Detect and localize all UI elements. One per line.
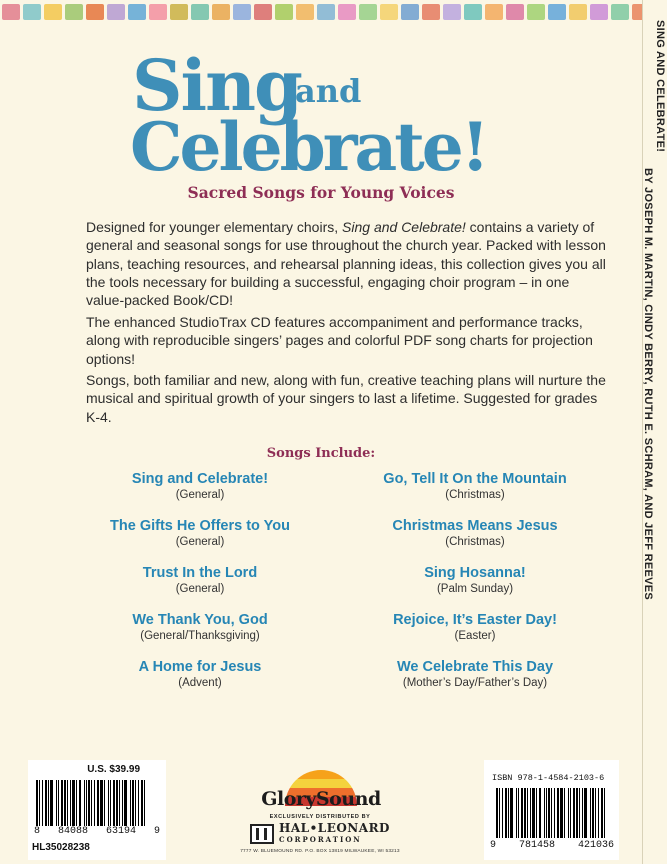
color-square bbox=[212, 4, 230, 20]
isbn-digits bbox=[488, 840, 616, 851]
color-square bbox=[317, 4, 335, 20]
barcode-bar bbox=[576, 788, 578, 838]
barcode-bar bbox=[527, 788, 528, 838]
barcode-bar bbox=[50, 780, 53, 826]
barcode-bar bbox=[48, 780, 49, 826]
song-title: We Celebrate This Day bbox=[396, 659, 554, 675]
barcode-bar bbox=[590, 788, 591, 838]
barcode-bar bbox=[76, 780, 77, 826]
song-title: Trust In the Lord bbox=[142, 565, 258, 581]
color-square bbox=[401, 4, 419, 20]
song-category: (Palm Sunday) bbox=[436, 583, 514, 595]
song-item bbox=[100, 470, 300, 517]
color-square bbox=[2, 4, 20, 20]
song-category: (General) bbox=[175, 489, 225, 501]
color-square bbox=[233, 4, 251, 20]
barcode-bar bbox=[130, 780, 131, 826]
color-square bbox=[65, 4, 83, 20]
barcode-bar bbox=[39, 780, 40, 826]
color-square bbox=[191, 4, 209, 20]
isbn-digit-start: 9 bbox=[490, 840, 497, 851]
spine-title: SING AND CELEBRATE! bbox=[654, 20, 666, 153]
song-category: (Easter) bbox=[454, 630, 496, 642]
song-item bbox=[100, 517, 300, 564]
barcode-bar bbox=[144, 780, 145, 826]
barcode-bar bbox=[598, 788, 599, 838]
song-item bbox=[100, 611, 300, 658]
p1-italic-title: Sing and Celebrate! bbox=[342, 219, 466, 235]
song-item bbox=[340, 658, 610, 705]
color-square bbox=[380, 4, 398, 20]
spine-text bbox=[642, 20, 666, 860]
barcode-bar bbox=[110, 780, 111, 826]
upc-digits bbox=[30, 826, 164, 837]
barcode-bar bbox=[104, 780, 105, 826]
upc-digit-start: 8 bbox=[34, 826, 41, 837]
barcode-bar bbox=[45, 780, 47, 826]
song-category: (General/Thanksgiving) bbox=[140, 630, 260, 642]
barcode-bar bbox=[502, 788, 503, 838]
song-title: Sing Hosanna! bbox=[424, 565, 526, 581]
color-square bbox=[296, 4, 314, 20]
corporation-label: CORPORATION bbox=[279, 835, 362, 844]
barcode-bar bbox=[551, 788, 552, 838]
barcode-bar bbox=[536, 788, 537, 838]
barcode-bar bbox=[113, 780, 115, 826]
barcode-bar bbox=[539, 788, 541, 838]
song-title: Sing and Celebrate! bbox=[131, 471, 269, 487]
p1-after: contains a variety of general and seasonal songs for use throughout the church year. Packed with lesson plans, teaching resources, and rehearsal planning ideas, this collection gives you all the tools necessary for building a successful, engaging choir program – in one value-packed Book/CD! bbox=[86, 219, 606, 309]
barcode-bar bbox=[530, 788, 531, 838]
upc-digit-end: 9 bbox=[153, 826, 160, 837]
p1-before: Designed for younger elementary choirs, bbox=[86, 219, 343, 235]
barcode-bar bbox=[100, 780, 103, 826]
barcode-bar bbox=[604, 788, 605, 838]
book-spine bbox=[642, 0, 667, 864]
color-square bbox=[548, 4, 566, 20]
barcode-bar bbox=[508, 788, 509, 838]
barcode-bar bbox=[141, 780, 143, 826]
song-category: (Christmas) bbox=[445, 489, 505, 501]
song-list-right bbox=[340, 470, 610, 705]
barcode-bar bbox=[595, 788, 596, 838]
barcode-bar bbox=[524, 788, 526, 838]
song-title: Rejoice, It’s Easter Day! bbox=[393, 612, 557, 628]
barcode-bar bbox=[119, 780, 120, 826]
song-category: (General) bbox=[175, 536, 225, 548]
isbn-label: ISBN 978-1-4584-2103-6 bbox=[492, 773, 605, 783]
barcode-bar bbox=[58, 780, 59, 826]
book-title bbox=[90, 44, 540, 194]
color-square bbox=[485, 4, 503, 20]
barcode-bar bbox=[36, 780, 38, 826]
color-square bbox=[611, 4, 629, 20]
barcode-bar bbox=[554, 788, 555, 838]
barcode-bar bbox=[124, 780, 127, 826]
hal-leonard-row bbox=[220, 822, 420, 846]
color-square bbox=[275, 4, 293, 20]
color-square bbox=[44, 4, 62, 20]
color-square bbox=[527, 4, 545, 20]
barcode-bar bbox=[544, 788, 545, 838]
barcode-bar bbox=[138, 780, 139, 826]
barcode-bar bbox=[510, 788, 513, 838]
barcode-bar bbox=[546, 788, 547, 838]
description-paragraph-2: The enhanced StudioTrax CD features accompaniment and performance tracks, along with reproducible singers’ pages and colorful PDF song charts for projection options! bbox=[86, 314, 593, 367]
color-square bbox=[464, 4, 482, 20]
color-square bbox=[149, 4, 167, 20]
song-item bbox=[340, 611, 610, 658]
hal-leonard-logo bbox=[220, 814, 420, 858]
upc-digit-group-2: 63194 bbox=[105, 826, 136, 837]
spine-authors: BY JOSEPH M. MARTIN, CINDY BERRY, RUTH E. SCHRAM, AND JEFF REEVES bbox=[642, 168, 654, 601]
barcode-bar bbox=[56, 780, 57, 826]
upc-barcode-box bbox=[28, 760, 166, 860]
description-paragraph-3: Songs, both familiar and new, along with fun, creative teaching plans will nurture the musical and spiritual growth of your singers to last a lifetime. Suggested for grades K-4. bbox=[86, 372, 606, 425]
color-square bbox=[107, 4, 125, 20]
song-category: (General) bbox=[175, 583, 225, 595]
barcode-bar bbox=[505, 788, 507, 838]
barcode-bar bbox=[116, 780, 118, 826]
barcode-bar bbox=[72, 780, 75, 826]
song-title: A Home for Jesus bbox=[138, 659, 262, 675]
barcode-bar bbox=[601, 788, 603, 838]
color-square bbox=[128, 4, 146, 20]
barcode-bar bbox=[518, 788, 519, 838]
song-item bbox=[100, 564, 300, 611]
color-square bbox=[590, 4, 608, 20]
hal-leonard-mark-icon bbox=[250, 824, 274, 844]
song-item bbox=[340, 470, 610, 517]
songs-heading: Songs Include: bbox=[266, 446, 376, 461]
barcode-bar bbox=[548, 788, 550, 838]
color-square bbox=[338, 4, 356, 20]
barcode-bar bbox=[42, 780, 43, 826]
color-square bbox=[569, 4, 587, 20]
title-and: and bbox=[295, 72, 362, 110]
song-list-left bbox=[100, 470, 300, 705]
song-title: Go, Tell It On the Mountain bbox=[383, 471, 567, 487]
barcode-bar bbox=[582, 788, 583, 838]
song-title: The Gifts He Offers to You bbox=[110, 518, 290, 534]
barcode-bar bbox=[94, 780, 95, 826]
barcode-bar bbox=[61, 780, 63, 826]
color-square-border bbox=[0, 0, 642, 24]
barcode-bar bbox=[499, 788, 500, 838]
song-item bbox=[100, 658, 300, 705]
upc-digit-group-1: 84088 bbox=[57, 826, 88, 837]
song-title: We Thank You, God bbox=[132, 612, 268, 628]
barcode-bar bbox=[592, 788, 594, 838]
product-code: HL35028238 bbox=[32, 842, 90, 853]
glorysound-name: GlorySound bbox=[261, 788, 381, 810]
barcode-bar bbox=[516, 788, 517, 838]
price-label: U.S. $39.99 bbox=[87, 764, 140, 775]
barcode-bar bbox=[88, 780, 90, 826]
barcode-bar bbox=[64, 780, 66, 826]
barcode-bar bbox=[570, 788, 571, 838]
description-paragraph-1 bbox=[86, 218, 606, 309]
barcode-bar bbox=[579, 788, 580, 838]
barcode-bar bbox=[557, 788, 559, 838]
distributed-by-label: EXCLUSIVELY DISTRIBUTED BY bbox=[269, 814, 371, 820]
barcode-bar bbox=[496, 788, 498, 838]
color-square bbox=[422, 4, 440, 20]
title-celebrate: Celebrate! bbox=[130, 108, 487, 186]
barcode-bar bbox=[108, 780, 109, 826]
hal-leonard-name bbox=[279, 822, 390, 846]
barcode-bar bbox=[70, 780, 71, 826]
color-square bbox=[23, 4, 41, 20]
song-category: (Advent) bbox=[178, 677, 222, 689]
song-title: Christmas Means Jesus bbox=[392, 518, 558, 534]
isbn-barcode-icon bbox=[496, 788, 608, 838]
isbn-digit-group-1: 781458 bbox=[518, 840, 555, 851]
color-square bbox=[170, 4, 188, 20]
barcode-bar bbox=[79, 780, 81, 826]
barcode-bar bbox=[560, 788, 563, 838]
barcode-bar bbox=[132, 780, 134, 826]
barcode-bar bbox=[91, 780, 92, 826]
barcode-bar bbox=[568, 788, 569, 838]
song-item bbox=[340, 517, 610, 564]
barcode-bar bbox=[86, 780, 87, 826]
isbn-digit-group-2: 421036 bbox=[577, 840, 614, 851]
song-category: (Mother’s Day/Father’s Day) bbox=[402, 677, 548, 689]
barcode-bar bbox=[584, 788, 587, 838]
color-square bbox=[632, 4, 642, 20]
barcode-bar bbox=[97, 780, 99, 826]
color-square bbox=[86, 4, 104, 20]
barcode-bar bbox=[135, 780, 136, 826]
color-square bbox=[254, 4, 272, 20]
barcode-bar bbox=[122, 780, 123, 826]
upc-barcode-icon bbox=[36, 780, 148, 826]
hal-leonard-wordmark: HAL•LEONARD bbox=[279, 821, 390, 835]
barcode-bar bbox=[67, 780, 68, 826]
publisher-address: 7777 W. BLUEMOUND RD. P.O. BOX 13819 MILWAUKEE, WI 53213 bbox=[240, 849, 400, 854]
barcode-bar bbox=[564, 788, 565, 838]
title-sing: Sing bbox=[132, 44, 301, 127]
isbn-barcode-box bbox=[484, 760, 619, 860]
song-category: (Christmas) bbox=[445, 536, 505, 548]
barcode-bar bbox=[521, 788, 523, 838]
color-square bbox=[506, 4, 524, 20]
barcode-bar bbox=[84, 780, 85, 826]
color-square bbox=[359, 4, 377, 20]
barcode-bar bbox=[573, 788, 575, 838]
color-square bbox=[443, 4, 461, 20]
subtitle: Sacred Songs for Young Voices bbox=[187, 183, 455, 202]
barcode-bar bbox=[532, 788, 535, 838]
song-item bbox=[340, 564, 610, 611]
glorysound-logo bbox=[249, 770, 393, 814]
